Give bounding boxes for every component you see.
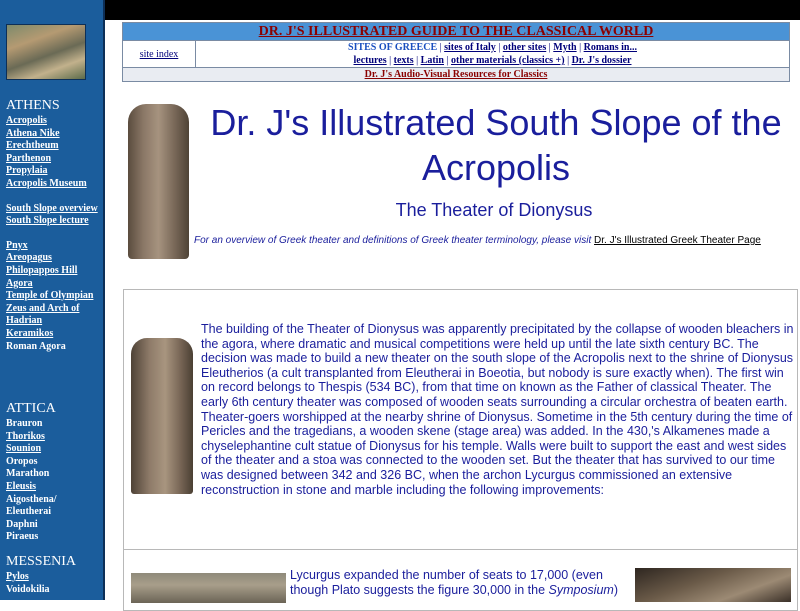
sidebar-link[interactable]: Philopappos Hill [6,264,78,276]
nav-separator: | [567,55,570,66]
page-subtitle: The Theater of Dionysus [395,200,593,220]
lycurgus-text: Lycurgus expanded the number of seats to 17,000 (even though Plato suggests the figure 30,000 in the [290,568,603,597]
nav-link[interactable]: sites of Italy [444,42,496,53]
lycurgus-paragraph [290,568,630,597]
sidebar-text: Marathon [6,468,50,480]
sidebar-link[interactable]: Pnyx [6,239,28,251]
av-row [123,68,789,81]
sidebar-heading-athens: ATHENS [6,98,60,113]
nav-title-row [123,23,789,41]
sidebar-attica [6,401,98,544]
sidebar-heading-attica: ATTICA [6,401,56,416]
symposium-title: Symposium [548,582,614,597]
theater-photo-left [131,573,286,603]
sidebar-link[interactable]: Acropolis Museum [6,177,87,189]
sidebar-link[interactable]: Areopagus [6,252,52,264]
sidebar-athens [6,98,98,353]
nav-link[interactable]: other sites [502,42,547,53]
overview-text: For an overview of Greek theater and definitions of Greek theater terminology, please visit [194,235,592,246]
dionysus-statue-image [128,104,189,259]
nav-link[interactable]: Latin [420,55,444,66]
sidebar-link[interactable]: Thorikos [6,430,45,442]
nav-current: SITES OF GREECE [348,42,438,53]
nav-separator: | [498,42,501,53]
sidebar-text: Voidokilia [6,583,50,595]
nav-link[interactable]: Myth [553,42,577,53]
nav-link[interactable]: Dr. J's dossier [571,55,632,66]
sidebar [0,0,103,600]
site-index-link[interactable]: site index [139,48,179,60]
sidebar-messenia [6,554,98,596]
overview-note [194,235,794,246]
sidebar-link[interactable]: Temple of Olympian Zeus and Arch of Hadrian [6,290,94,327]
nav-links [196,41,789,67]
sidebar-divider [103,0,105,600]
top-bar [105,0,800,20]
sidebar-link[interactable]: South Slope lecture [6,215,89,227]
sidebar-link[interactable]: Sounion [6,443,42,455]
sidebar-text: Brauron [6,418,43,429]
sidebar-text: Aigosthena/ Eleutherai [6,493,57,518]
lycurgus-text-end: ) [613,582,618,597]
greek-theater-page-link[interactable]: Dr. J's Illustrated Greek Theater Page [594,235,761,246]
nav-separator: | [389,55,392,66]
sidebar-link[interactable]: South Slope overview [6,202,98,214]
sidebar-heading-messenia: MESSENIA [6,554,77,569]
nav-link[interactable]: lectures [353,55,387,66]
nav-link[interactable]: Romans in... [583,42,637,53]
intro-text: The building of the Theater of Dionysus was apparently precipitated by the collapse of wooden bleachers in the agora, where dramatic and musical competitions were held up until the late sixth century BC. The decision was made to build a new theater on the south slope of the Acropolis next to the shrine of Dionysus Eleutherios (a cult transplanted from Eleutherai in Boeotia, but nobody is sure exactly when). The first win on record belongs to Thespis (534 BC), from that time on known as the Father of classical Theater. The early 6th century theater was composed of wooden seats surrounding a circular orchestra of beaten earth. Theater-goers worshipped at the nearby shrine of Dionysus. Sometime in the 5th century during the time of Pericles and the tragedians, a wooden skene (stage area) was added. In the 430,'s Alkamenes made a chyselephantine cult statue of Dionysus for his temple. Walls were built to support the east and west sides of the theater and a stoa was connected to the wooden set. But the theater that has survived to our time was designed between 342 and 326 BC, when the archon Lycurgus commissioned an extensive reconstruction in stone and marble including the following improvements: [201,322,794,497]
sidebar-link[interactable]: Acropolis [6,115,47,126]
nav-links-line-2 [196,54,789,67]
theater-photo-right [635,568,791,602]
statue-image [131,338,193,494]
sidebar-text: Oropos [6,455,38,467]
intro-paragraph [127,322,795,498]
sidebar-link[interactable]: Eleusis [6,480,37,492]
sidebar-text: Daphni [6,518,38,530]
guide-title-link[interactable]: DR. J'S ILLUSTRATED GUIDE TO THE CLASSICAL WORLD [258,24,654,39]
nav-links-row [123,41,789,68]
sidebar-link[interactable]: Agora [6,277,33,289]
site-index-cell [123,41,196,67]
nav-link[interactable]: other materials (classics +) [451,55,565,66]
sidebar-link[interactable]: Keramikos [6,327,54,339]
nav-separator: | [446,55,449,66]
nav-separator: | [548,42,551,53]
nav-separator: | [579,42,582,53]
sidebar-text: Roman Agora [6,340,66,352]
nav-separator: | [416,55,419,66]
sidebar-link[interactable]: Pylos [6,571,29,582]
sidebar-link[interactable]: Athena Nike [6,127,60,139]
nav-links-line-1 [196,41,789,54]
nav-separator: | [439,42,442,53]
sidebar-text: Piraeus [6,531,39,543]
sidebar-photo [6,24,86,80]
nav-link[interactable]: texts [393,55,414,66]
sidebar-link[interactable]: Parthenon [6,152,51,164]
nav-table [122,22,790,82]
sidebar-link[interactable]: Erechtheum [6,140,59,152]
page-title: Dr. J's Illustrated South Slope of the Acropolis [210,102,782,188]
sidebar-link[interactable]: Propylaia [6,165,48,177]
av-resources-link[interactable]: Dr. J's Audio-Visual Resources for Classics [364,69,548,80]
